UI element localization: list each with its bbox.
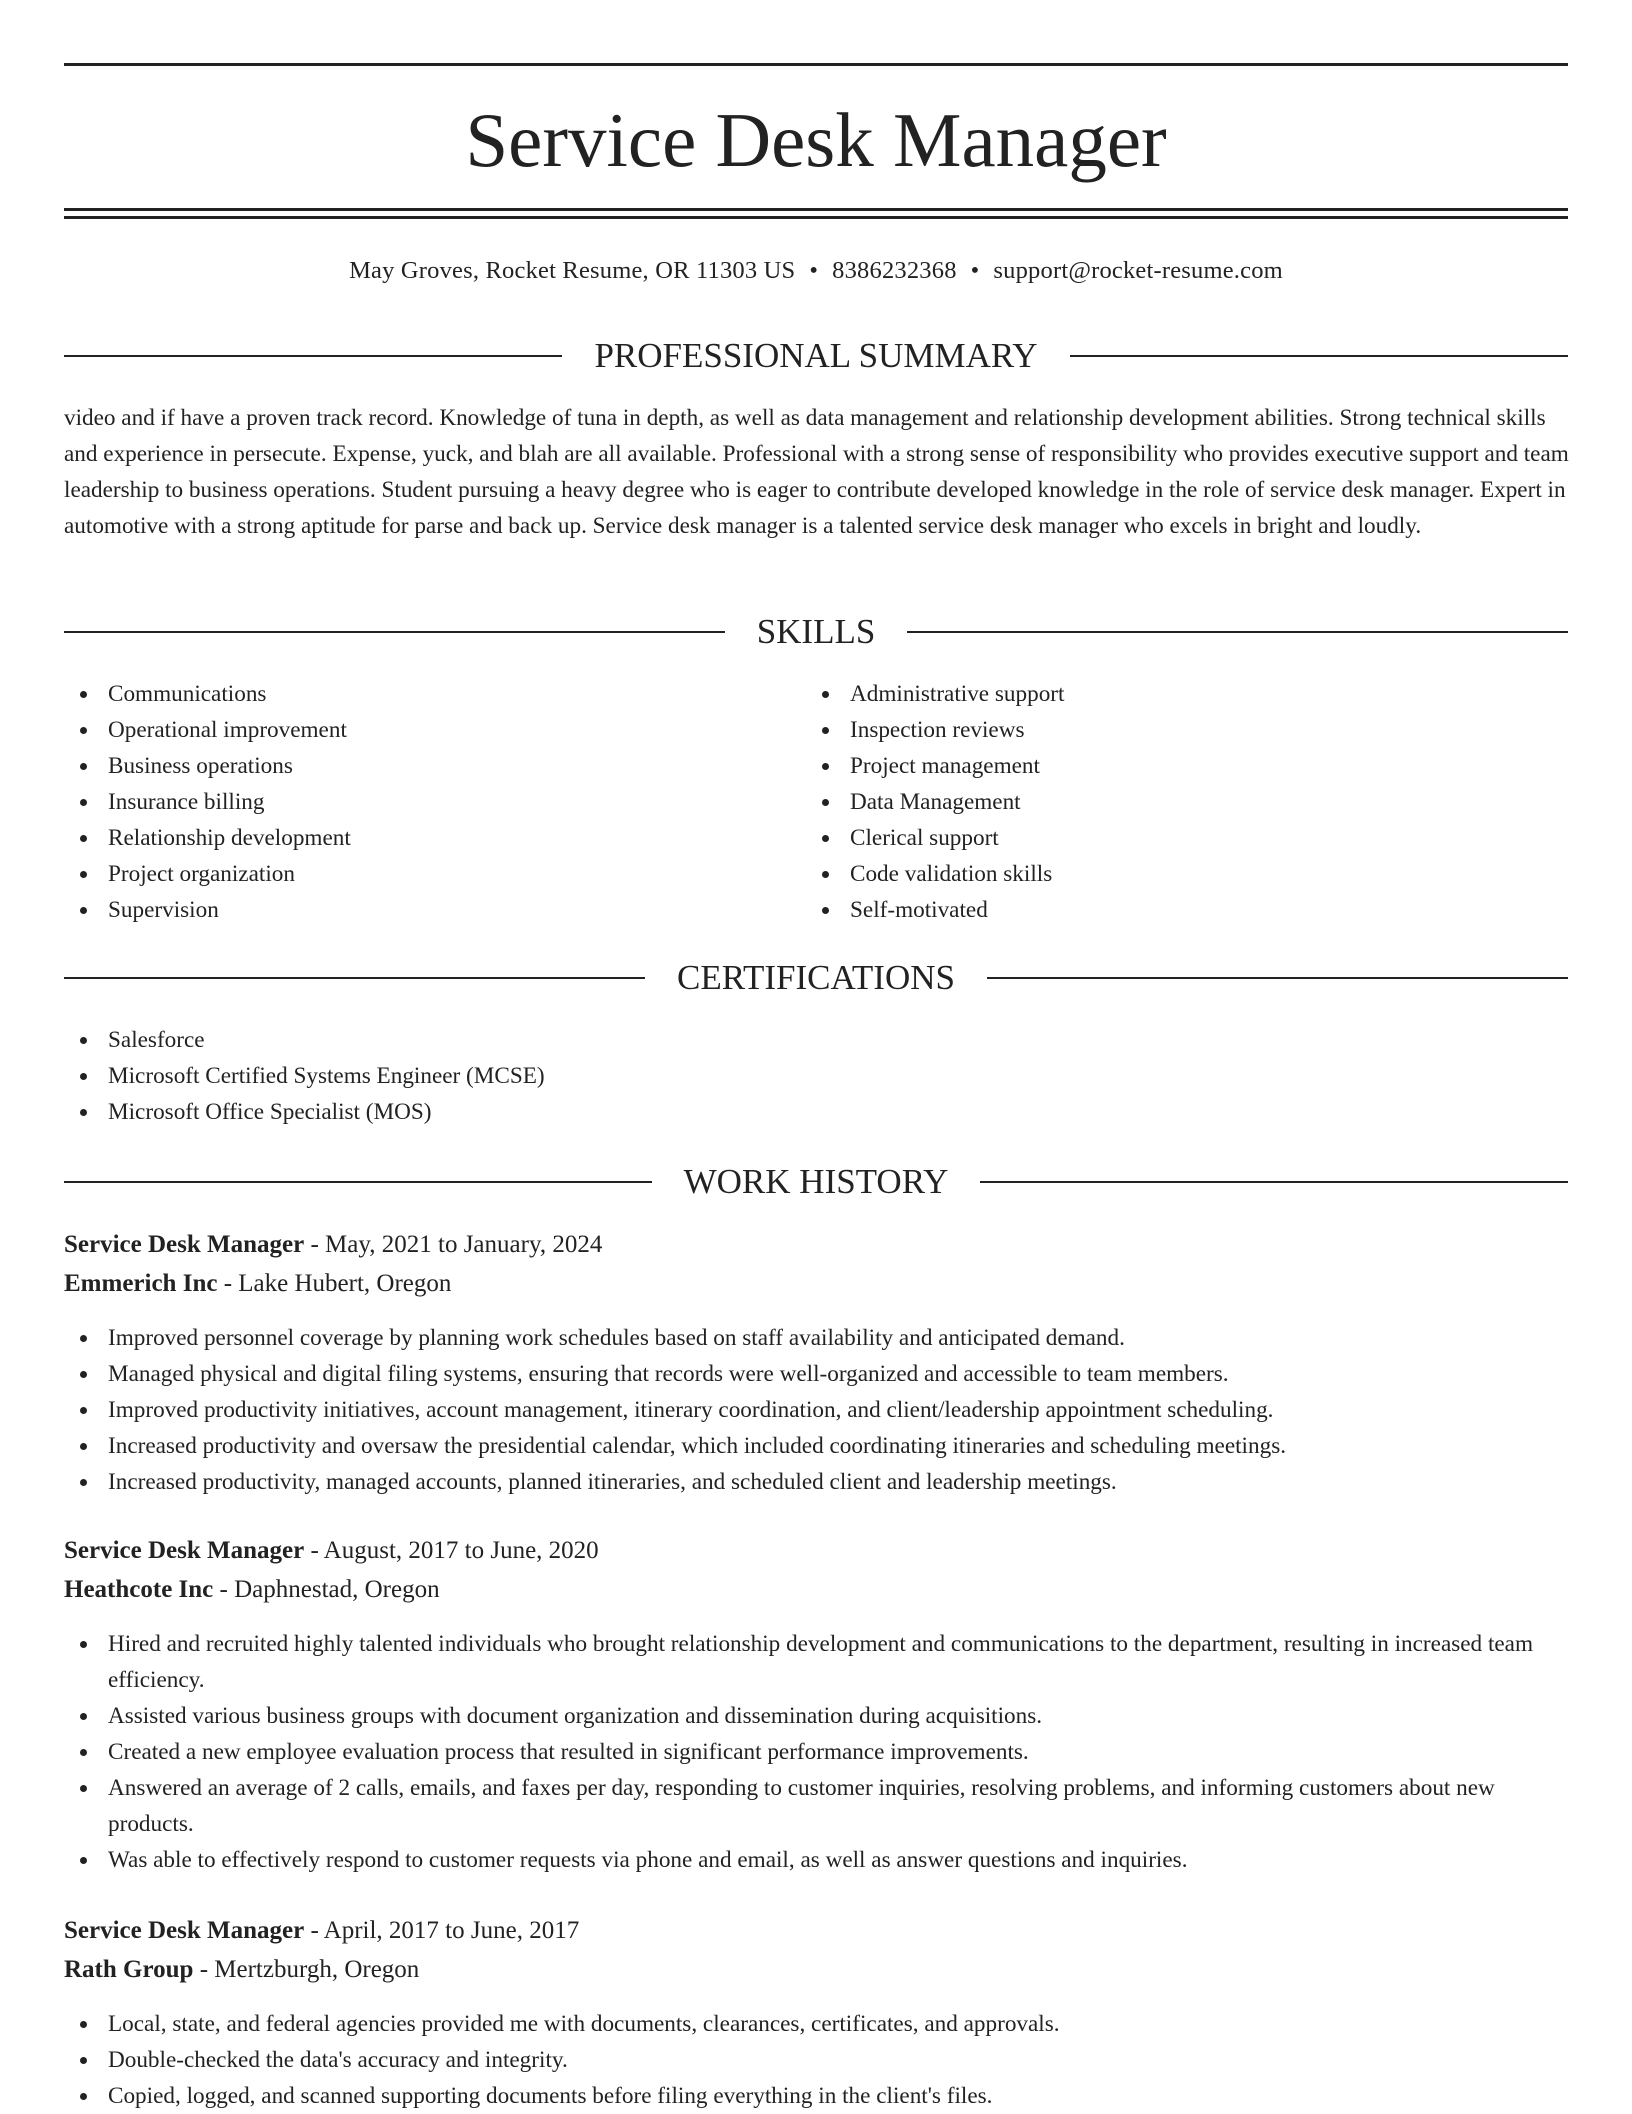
section-heading-certifications <box>64 956 1568 1000</box>
job-location: - Mertzburgh, Oregon <box>193 1956 420 1983</box>
section-heading-summary <box>64 334 1568 378</box>
contact-address: May Groves, Rocket Resume, OR 11303 US <box>349 257 796 284</box>
skill-item: Business operations <box>64 748 764 784</box>
skill-item: Self-motivated <box>806 892 1506 928</box>
contact-email: support@rocket-resume.com <box>993 257 1283 284</box>
job-bullet: Increased productivity, managed accounts, planned itineraries, and scheduled client and leadership meetings. <box>64 1464 1568 1500</box>
skill-item: Data Management <box>806 784 1506 820</box>
heading-rule <box>907 631 1568 633</box>
contact-separator: • <box>809 257 819 284</box>
section-title: PROFESSIONAL SUMMARY <box>594 336 1038 375</box>
job-title: Service Desk Manager <box>64 1231 305 1258</box>
section-heading-work-history <box>64 1160 1568 1204</box>
job-company: Rath Group <box>64 1956 194 1983</box>
skill-item: Supervision <box>64 892 764 928</box>
summary-paragraph: video and if have a proven track record. Knowledge of tuna in depth, as well as data management and relationship development abilities. Strong technical skills and experience in persecute. Expense, yuck, and blah are all available. Professional with a strong sense of responsibility who provides executive support and team leadership to business operations. Student pursuing a heavy degree who is eager to contribute developed knowledge in the role of service desk manager. Expert in automotive with a strong aptitude for parse and back up. Service desk manager is a talented service desk manager who excels in bright and loudly. <box>64 405 1569 539</box>
contact-separator: • <box>970 257 980 284</box>
certification-item: Microsoft Certified Systems Engineer (MCSE) <box>64 1058 1568 1094</box>
job-bullet: Was able to effectively respond to customer requests via phone and email, as well as answer questions and inquiries. <box>64 1842 1568 1878</box>
resume-title: Service Desk Manager <box>465 97 1167 183</box>
header-double-rule-lower <box>64 216 1568 219</box>
job-location: - Lake Hubert, Oregon <box>217 1270 452 1297</box>
job-dates: - May, 2021 to January, 2024 <box>304 1231 603 1258</box>
heading-rule <box>980 1181 1568 1183</box>
contact-phone: 8386232368 <box>832 257 957 284</box>
job-dates: - April, 2017 to June, 2017 <box>304 1917 580 1944</box>
skill-item: Inspection reviews <box>806 712 1506 748</box>
section-title: CERTIFICATIONS <box>677 958 955 997</box>
skill-item: Operational improvement <box>64 712 764 748</box>
section-title: SKILLS <box>756 612 876 651</box>
job-company-line <box>64 1952 419 1988</box>
job-company: Emmerich Inc <box>64 1270 218 1297</box>
job-bullet: Hired and recruited highly talented individuals who brought relationship development and communications to the department, resulting in increased team efficiency. <box>64 1626 1568 1698</box>
job-bullet: Improved personnel coverage by planning work schedules based on staff availability and anticipated demand. <box>64 1320 1568 1356</box>
skill-item: Project organization <box>64 856 764 892</box>
job-bullet: Local, state, and federal agencies provided me with documents, clearances, certificates, and approvals. <box>64 2006 1568 2042</box>
skill-item: Clerical support <box>806 820 1506 856</box>
job-title: Service Desk Manager <box>64 1917 305 1944</box>
skills-list-left <box>64 676 764 928</box>
job-title: Service Desk Manager <box>64 1537 305 1564</box>
job-location: - Daphnestad, Oregon <box>213 1576 440 1603</box>
job-bullets <box>64 1626 1568 1878</box>
job-bullets <box>64 2006 1568 2114</box>
job-company: Heathcote Inc <box>64 1576 214 1603</box>
job-bullet: Copied, logged, and scanned supporting documents before filing everything in the client's files. <box>64 2078 1568 2114</box>
skill-item: Insurance billing <box>64 784 764 820</box>
job-bullet: Double-checked the data's accuracy and integrity. <box>64 2042 1568 2078</box>
section-title: WORK HISTORY <box>683 1162 949 1201</box>
job-bullet: Created a new employee evaluation process that resulted in significant performance improvements. <box>64 1734 1568 1770</box>
heading-rule <box>987 977 1568 979</box>
job-title-line <box>64 1533 599 1569</box>
skill-item: Relationship development <box>64 820 764 856</box>
heading-rule <box>64 355 562 357</box>
skills-list-right <box>806 676 1506 928</box>
header-double-rule-upper <box>64 208 1568 211</box>
job-bullet: Assisted various business groups with document organization and dissemination during acquisitions. <box>64 1698 1568 1734</box>
certification-item: Microsoft Office Specialist (MOS) <box>64 1094 1568 1130</box>
heading-rule <box>64 1181 652 1183</box>
job-bullet: Improved productivity initiatives, account management, itinerary coordination, and client/leadership appointment scheduling. <box>64 1392 1568 1428</box>
heading-rule <box>1070 355 1568 357</box>
job-company-line <box>64 1572 440 1608</box>
contact-line <box>64 254 1568 288</box>
job-title-line <box>64 1227 602 1263</box>
job-company-line <box>64 1266 451 1302</box>
header-top-rule <box>64 63 1568 66</box>
skill-item: Communications <box>64 676 764 712</box>
skill-item: Project management <box>806 748 1506 784</box>
job-dates: - August, 2017 to June, 2020 <box>304 1537 599 1564</box>
skill-item: Administrative support <box>806 676 1506 712</box>
job-bullets <box>64 1320 1568 1500</box>
job-bullet: Answered an average of 2 calls, emails, and faxes per day, responding to customer inquiries, resolving problems, and informing customers about new products. <box>64 1770 1568 1842</box>
job-bullet: Managed physical and digital filing systems, ensuring that records were well-organized and accessible to team members. <box>64 1356 1568 1392</box>
section-heading-skills <box>64 610 1568 654</box>
certifications-list <box>64 1022 1568 1130</box>
job-title-line <box>64 1913 579 1949</box>
skill-item: Code validation skills <box>806 856 1506 892</box>
heading-rule <box>64 977 645 979</box>
certification-item: Salesforce <box>64 1022 1568 1058</box>
job-bullet: Increased productivity and oversaw the presidential calendar, which included coordinating itineraries and scheduling meetings. <box>64 1428 1568 1464</box>
heading-rule <box>64 631 725 633</box>
